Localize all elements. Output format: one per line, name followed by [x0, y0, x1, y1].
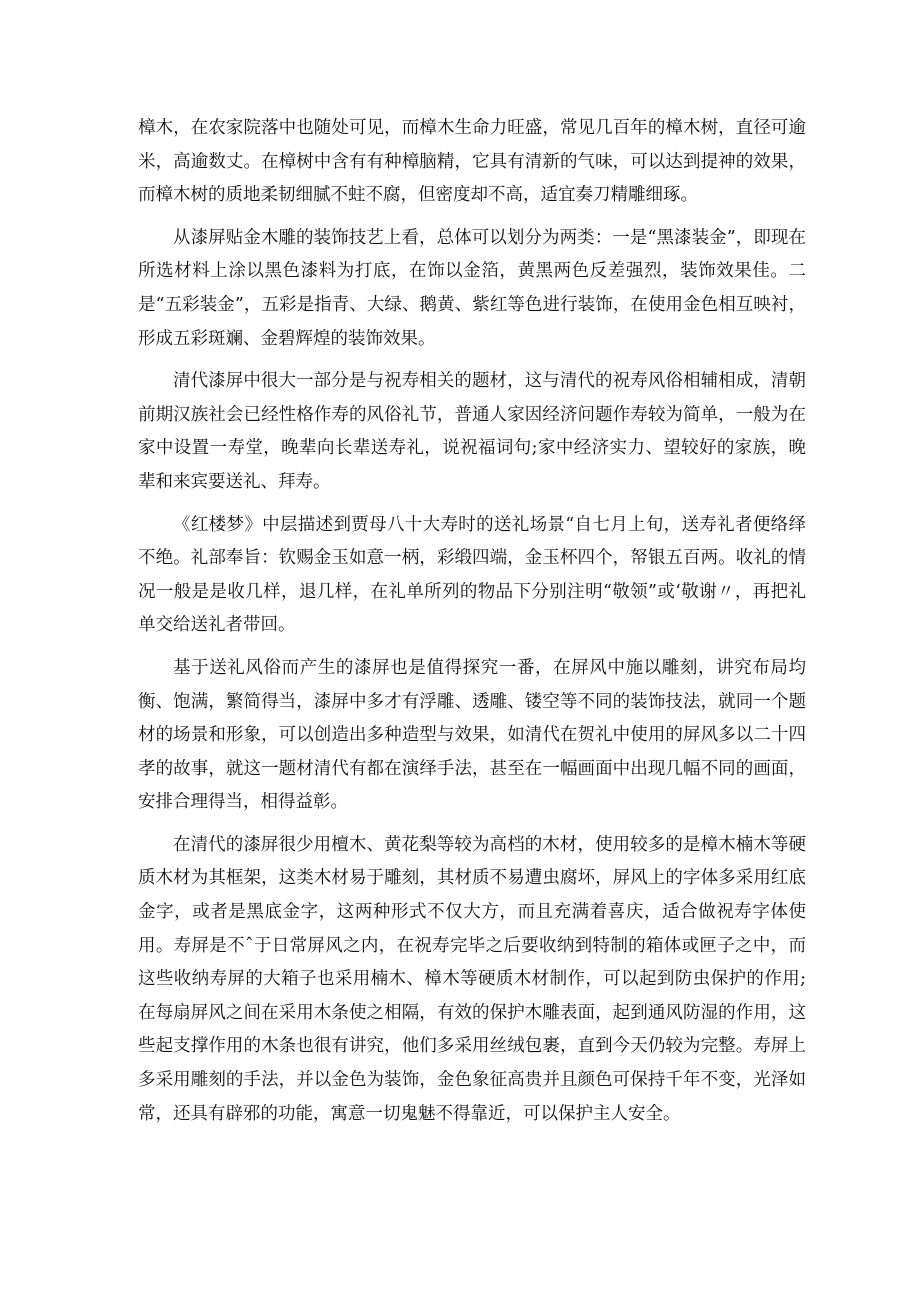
- paragraph-2: 从漆屏贴金木雕的装饰技艺上看，总体可以划分为两类：一是“黑漆装金”，即现在所选材料上涂以黑色漆料为打底，在饰以金箔，黄黑两色反差强烈，装饰效果佳。二是“五彩装金”，五彩是指青、大绿、鹅黄、紫红等色进行装饰，在使用金色相互映衬，形成五彩斑斓、金碧辉煌的装饰效果。: [138, 227, 806, 349]
- paragraph-5: 基于送礼风俗而产生的漆屏也是值得探究一番，在屏风中施以雕刻，讲究布局均衡、饱满，繁简得当，漆屏中多才有浮雕、透雕、镂空等不同的装饰技法，就同一个题材的场景和形象，可以创造出多种造型与效果，如清代在贺礼中使用的屏风多以二十四孝的故事，就这一题材清代有都在演绎手法，甚至在一幅画面中出现几幅不同的画面，安排合理得当，相得益彰。: [138, 657, 806, 813]
- body-text: [138, 112, 806, 1140]
- paragraph-6: 在清代的漆屏很少用檀木、黄花梨等较为高档的木材，使用较多的是樟木楠木等硬质木材为其框架，这类木材易于雕刻，其材质不易遭虫腐坏，屏风上的字体多采用红底金字，或者是黑底金字，这两种形式不仅大方，而且充满着喜庆，适合做祝寿字体使用。寿屏是不ˆ于日常屏风之内，在祝寿完毕之后要收纳到特制的箱体或匣子之中，而这些收纳寿屏的大箱子也采用楠木、樟木等硬质木材制作，可以起到防虫保护的作用;在每扇屏风之间在采用木条使之相隔，有效的保护木雕表面，起到通风防湿的作用，这些起支撑作用的木条也很有讲究，他们多采用丝绒包裹，直到今天仍较为完整。寿屏上多采用雕刻的手法，并以金色为装饰，金色象征高贵并且颜色可保持千年不变，光泽如常，还具有辟邪的功能，寓意一切鬼魅不得靠近，可以保护主人安全。: [138, 834, 806, 1124]
- paragraph-1: 樟木，在农家院落中也随处可见，而樟木生命力旺盛，常见几百年的樟木树，直径可逾米，高逾数丈。在樟树中含有有种樟脑精，它具有清新的气味，可以达到提神的效果，而樟木树的质地柔韧细腻不蛀不腐，但密度却不高，适宜奏刀精雕细琢。: [138, 118, 806, 206]
- paragraph-4: 《红楼梦》中层描述到贾母八十大寿时的送礼场景“自七月上旬，送寿礼者便络绎不绝。礼部奉旨：钦赐金玉如意一柄，彩缎四端，金玉杯四个，帑银五百两。收礼的情况一般是是收几样，退几样，在礼单所列的物品下分别注明“敬领”或‘敬谢〃，再把礼单交给送礼者带回。: [138, 514, 806, 636]
- paragraph-3: 清代漆屏中很大一部分是与祝寿相关的题材，这与清代的祝寿风俗相辅相成，清朝前期汉族社会已经性格作寿的风俗礼节，普通人家因经济问题作寿较为简单，一般为在家中设置一寿堂，晚辈向长辈送寿礼，说祝福词句;家中经济实力、望较好的家族，晚辈和来宾要送礼、拜寿。: [138, 371, 806, 492]
